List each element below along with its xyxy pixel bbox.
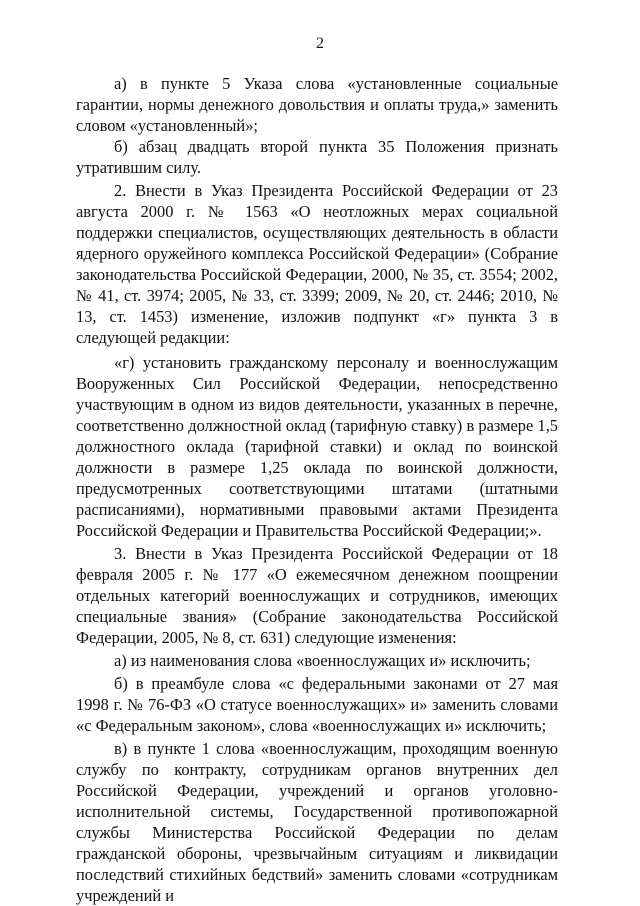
paragraph-2g: «г) установить гражданскому персоналу и военнослужащим Вооруженных Сил Российской Федерации, непосредственно участвующим в одном из видов деятельности, указанных в перечне, соответственно должностной оклад (тарифную ставку) в размере 1,5 должностного оклада (тарифной ставки) и оклад по воинской должности в размере 1,25 оклада по воинской должности, предусмотренных соответствующими штатами (штатными расписаниями), нормативными правовыми актами Президента Российской Федерации и Правительства Российской Федерации;».: [76, 353, 558, 540]
paragraph-3: 3. Внести в Указ Президента Российской Федерации от 18 февраля 2005 г. № 177 «О ежемесячном денежном поощрении отдельных категорий военнослужащих и сотрудников, имеющих специальные звания» (Собрание законодательства Российской Федерации, 2005, № 8, ст. 631) следующие изменения:: [76, 544, 558, 647]
paragraph-3v: в) в пункте 1 слова «военнослужащим, проходящим военную службу по контракту, сотрудникам органов внутренних дел Российской Федерации, учреждений и органов уголовно-исполнительной системы, Государственной противопожарной службы Министерства Российской Федерации по делам гражданской обороны, чрезвычайным ситуациям и ликвидации последствий стихийных бедствий» заменить словами «сотрудникам учреждений и: [76, 739, 558, 905]
paragraph-3b: б) в преамбуле слова «с федеральными законами от 27 мая 1998 г. № 76-ФЗ «О статусе военнослужащих» и» заменить словами «с Федеральным законом», слова «военнослужащих и» исключить;: [76, 674, 558, 735]
paragraph-2: 2. Внести в Указ Президента Российской Федерации от 23 августа 2000 г. № 1563 «О неотложных мерах социальной поддержки специалистов, осуществляющих деятельность в области ядерного оружейного комплекса Российской Федерации» (Собрание законодательства Российской Федерации, 2000, № 35, ст. 3554; 2002, № 41, ст. 3974; 2005, № 33, ст. 3399; 2009, № 20, ст. 2446; 2010, № 13, ст. 1453) изменение, изложив подпункт «г» пункта 3 в следующей редакции:: [76, 181, 558, 347]
paragraph-3a: а) из наименования слова «военнослужащих и» исключить;: [114, 651, 531, 670]
paragraph-1a: а) в пункте 5 Указа слова «установленные социальные гарантии, нормы денежного довольствия и оплаты труда,» заменить словом «установленный»;: [76, 74, 558, 135]
document-body: [76, 73, 558, 906]
paragraph-1b: б) абзац двадцать второй пункта 35 Положения признать утратившим силу.: [76, 137, 558, 177]
page-number: 2: [316, 35, 324, 52]
